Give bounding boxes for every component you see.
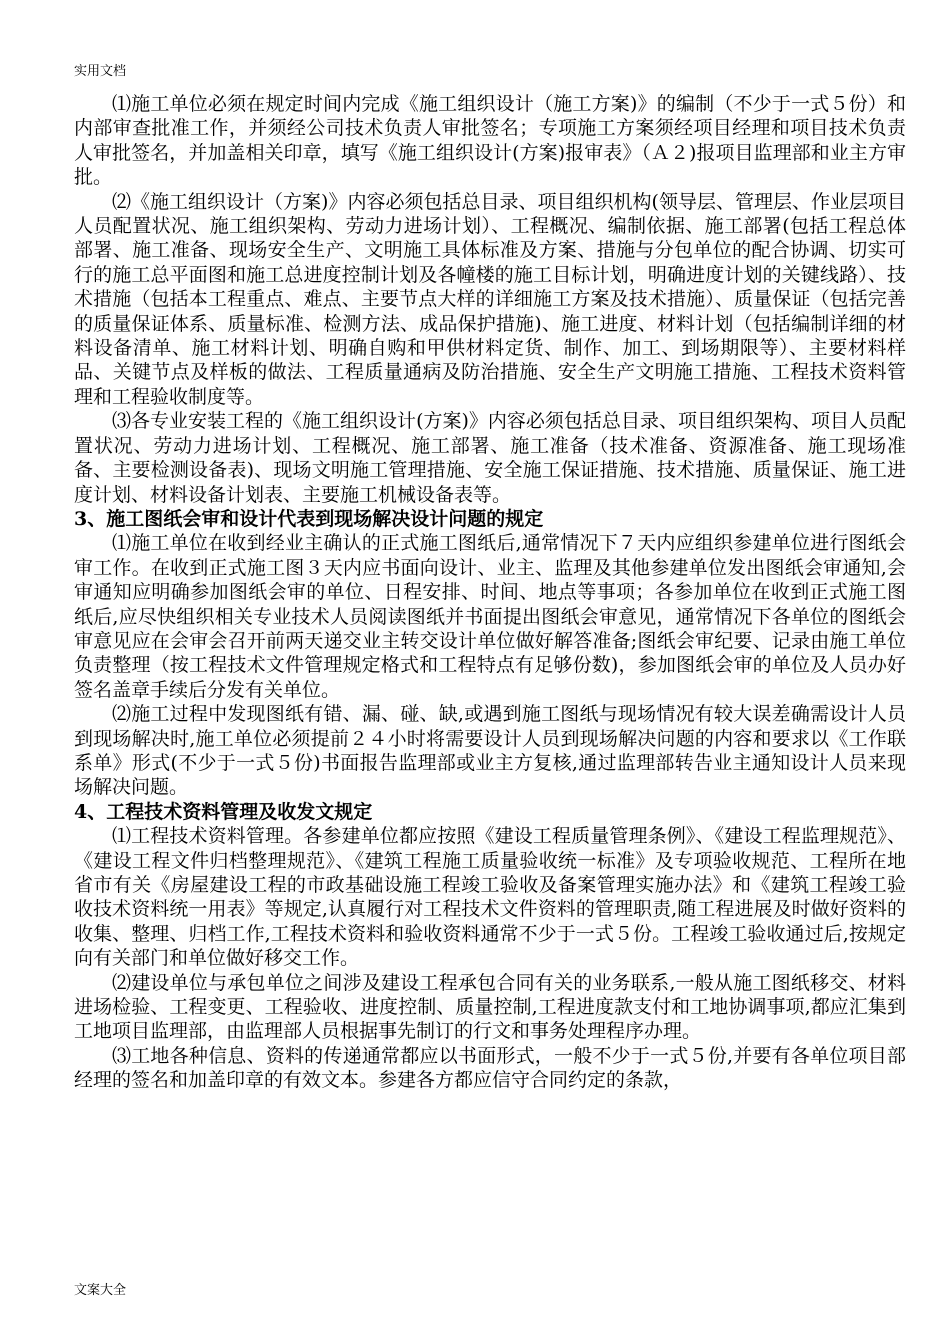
section-3-paragraph-2: ⑵施工过程中发现图纸有错、漏、碰、缺,或遇到施工图纸与现场情况有较大误差确需设计人员到现场解决时,施工单位必须提前２４小时将需要设计人员到现场解决问题的内容和要求以《工作联系单》形式(不少于一式５份)书面报告监理部或业主方复核,通过监理部转告业主通知设计人员来现场解决问题。 xyxy=(74,703,906,799)
section-3-paragraph-1: ⑴施工单位在收到经业主确认的正式施工图纸后,通常情况下７天内应组织参建单位进行图纸会审工作。在收到正式施工图３天内应书面向设计、业主、监理及其他参建单位发出图纸会审通知,会审通知应明确参加图纸会审的单位、日程安排、时间、地点等事项；各参加单位在收到正式施工图纸后,应尽快组织相关专业技术人员阅读图纸并书面提出图纸会审意见，通常情况下各单位的图纸会审意见应在会审会召开前两天递交业主转交设计单位做好解答准备;图纸会审纪要、记录由施工单位负责整理（按工程技术文件管理规定格式和工程特点有足够份数)，参加图纸会审的单位及人员办好签名盖章手续后分发有关单位。 xyxy=(74,532,906,701)
paragraph-construction-plan-2: ⑵《施工组织设计（方案)》内容必须包括总目录、项目组织机构(领导层、管理层、作业层项目人员配置状况、施工组织架构、劳动力进场计划）、工程概况、编制依据、施工部署(包括工程总体部署、施工准备、现场安全生产、文明施工具体标准及方案、措施与分包单位的配合协调、切实可行的施工总平面图和施工总进度控制计划及各幢楼的施工目标计划，明确进度计划的关键线路）、技术措施（包括本工程重点、难点、主要节点大样的详细施工方案及技术措施）、质量保证（包括完善的质量保证体系、质量标准、检测方法、成品保护措施)、施工进度、材料计划（包括编制详细的材料设备清单、施工材料计划、明确自购和甲供材料定货、制作、加工、到场期限等）、主要材料样品、关键节点及样板的做法、工程质量通病及防治措施、安全生产文明施工措施、工程技术资料管理和工程验收制度等。 xyxy=(74,190,906,408)
page-header: 实用文档 xyxy=(74,64,127,79)
paragraph-construction-plan-1: ⑴施工单位必须在规定时间内完成《施工组织设计（施工方案)》的编制（不少于一式５份）和内部审查批准工作，并须经公司技术负责人审批签名；专项施工方案须经项目经理和项目技术负责人审批签名，并加盖相关印章，填写《施工组织设计(方案)报审表》（Ａ２)报项目监理部和业主方审批。 xyxy=(74,93,906,189)
paragraph-construction-plan-3: ⑶各专业安装工程的《施工组织设计(方案)》内容必须包括总目录、项目组织架构、项目人员配置状况、劳动力进场计划、工程概况、施工部署、施工准备（技术准备、资源准备、施工现场准备、主要检测设备表)、现场文明施工管理措施、安全施工保证措施、技术措施、质量保证、施工进度计划、材料设备计划表、主要施工机械设备表等。 xyxy=(74,410,906,506)
document-body xyxy=(74,92,906,1093)
section-4-paragraph-2: ⑵建设单位与承包单位之间涉及建设工程承包合同有关的业务联系,一般从施工图纸移交、材料进场检验、工程变更、工程验收、进度控制、质量控制,工程进度款支付和工地协调事项,都应汇集到工地项目监理部，由监理部人员根据事先制订的行文和事务处理程序办理。 xyxy=(74,971,906,1043)
section-3-heading: 3、施工图纸会审和设计代表到现场解决设计问题的规定 xyxy=(74,507,544,530)
section-4-paragraph-1: ⑴工程技术资料管理。各参建单位都应按照《建设工程质量管理条例》、《建设工程监理规范》、《建设工程文件归档整理规范》、《建筑工程施工质量验收统一标准》及专项验收规范、工程所在地省市有关《房屋建设工程的市政基础设施工程竣工验收及备案管理实施办法》和《建筑工程竣工验收技术资料统一用表》等规定,认真履行对工程技术文件资料的管理职责,随工程进展及时做好资料的收集、整理、归档工作,工程技术资料和验收资料通常不少于一式５份。工程竣工验收通过后,按规定向有关部门和单位做好移交工作。 xyxy=(74,825,906,970)
section-4-heading: 4、工程技术资料管理及收发文规定 xyxy=(74,800,373,823)
page-footer: 文案大全 xyxy=(74,1283,127,1298)
section-4-paragraph-3: ⑶工地各种信息、资料的传递通常都应以书面形式，一般不少于一式５份,并要有各单位项目部经理的签名和加盖印章的有效文本。参建各方都应信守合同约定的条款， xyxy=(74,1044,906,1092)
